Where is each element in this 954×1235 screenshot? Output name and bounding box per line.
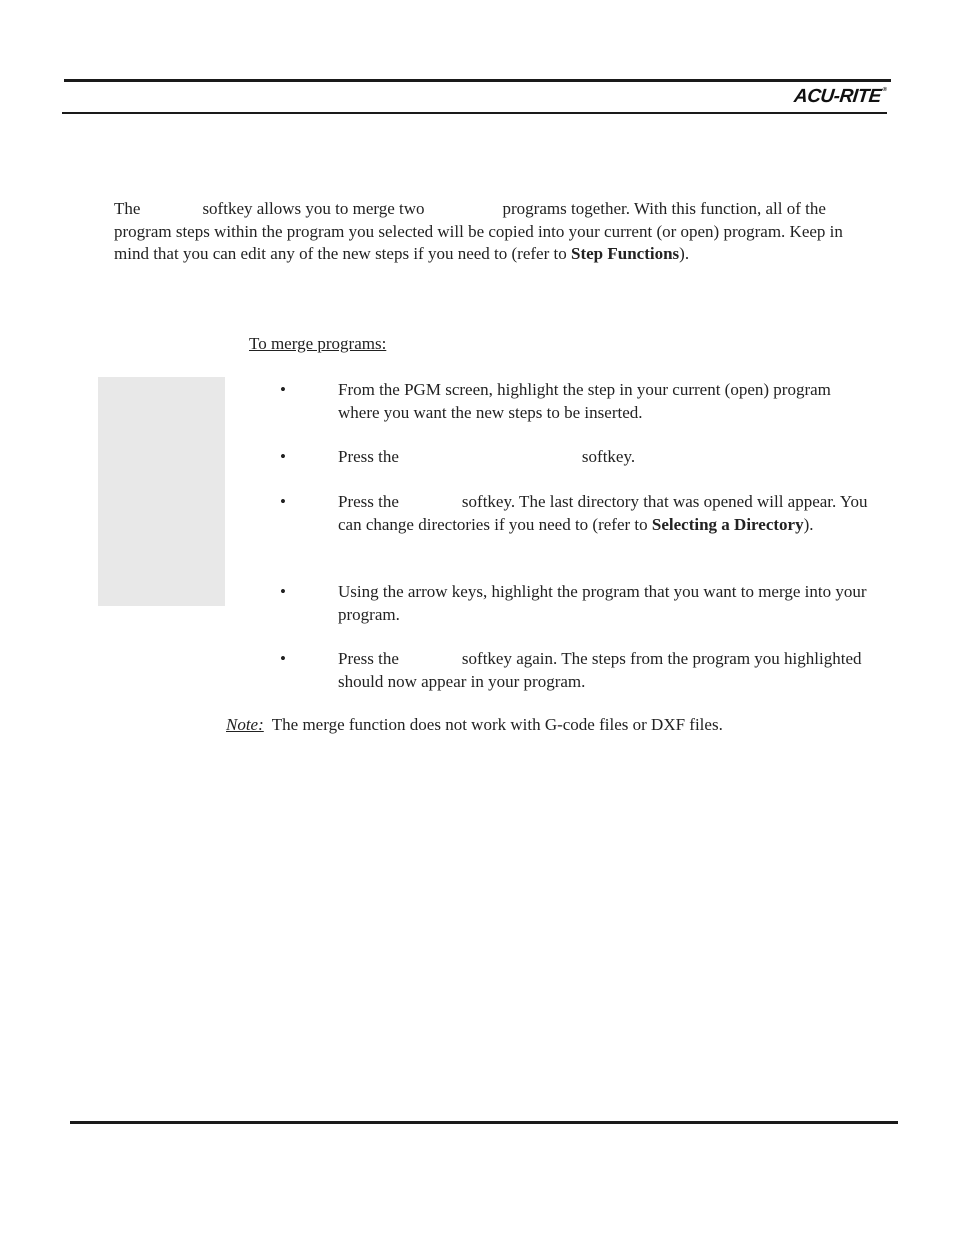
note-text: The merge function does not work with G-code files or DXF files. (271, 715, 723, 734)
step-text (338, 491, 873, 536)
acu-rite-logo (793, 86, 887, 108)
section-heading: To merge programs: (249, 334, 387, 353)
selecting-directory-reference: Selecting a Directory (651, 514, 804, 534)
footer-rule (70, 1121, 898, 1124)
bullet-icon: • (280, 649, 286, 668)
step-functions-reference: Step Functions (570, 244, 680, 263)
step-text-post: softkey again. The steps from the program you highlighted should now appear in your program. (338, 649, 862, 691)
step-text-post: softkey. (581, 447, 636, 466)
sidebar-shaded-panel (98, 377, 225, 606)
step-text-post: softkey. The last directory that was opened will appear. You can change directories if you need to (refer to (338, 492, 868, 534)
registered-mark: ® (882, 87, 888, 93)
logo-text: ACU-RITE (793, 86, 883, 107)
bullet-icon: • (280, 582, 286, 601)
intro-part-1: The (114, 199, 141, 218)
step-text: From the PGM screen, highlight the step in your current (open) program where you want the new steps to be inserted. (338, 380, 831, 422)
step-text: Using the arrow keys, highlight the program that you want to merge into your program. (338, 582, 867, 624)
intro-part-2: softkey allows you to merge two (202, 199, 425, 218)
intro-paragraph (114, 198, 874, 266)
bullet-icon: • (280, 380, 286, 399)
intro-end: ). (679, 244, 690, 263)
step-text (338, 446, 873, 469)
step-text-pre: Press the (338, 447, 399, 466)
bullet-icon: • (280, 492, 286, 511)
step-text-pre: Press the (338, 492, 399, 511)
note-label: Note: (226, 715, 264, 734)
step-text (338, 648, 873, 693)
note (226, 715, 723, 735)
header-bottom-rule (62, 112, 887, 114)
step-text-end: ). (803, 514, 814, 534)
bullet-icon: • (280, 447, 286, 466)
step-text-pre: Press the (338, 649, 399, 668)
intro-part-3: programs together. With this function, all of the program steps within the program you selected will be copied into your current (or open) program. Keep in mind that you can edit any of the new steps if you need to (refer to (114, 199, 843, 263)
header-top-rule (64, 79, 891, 82)
